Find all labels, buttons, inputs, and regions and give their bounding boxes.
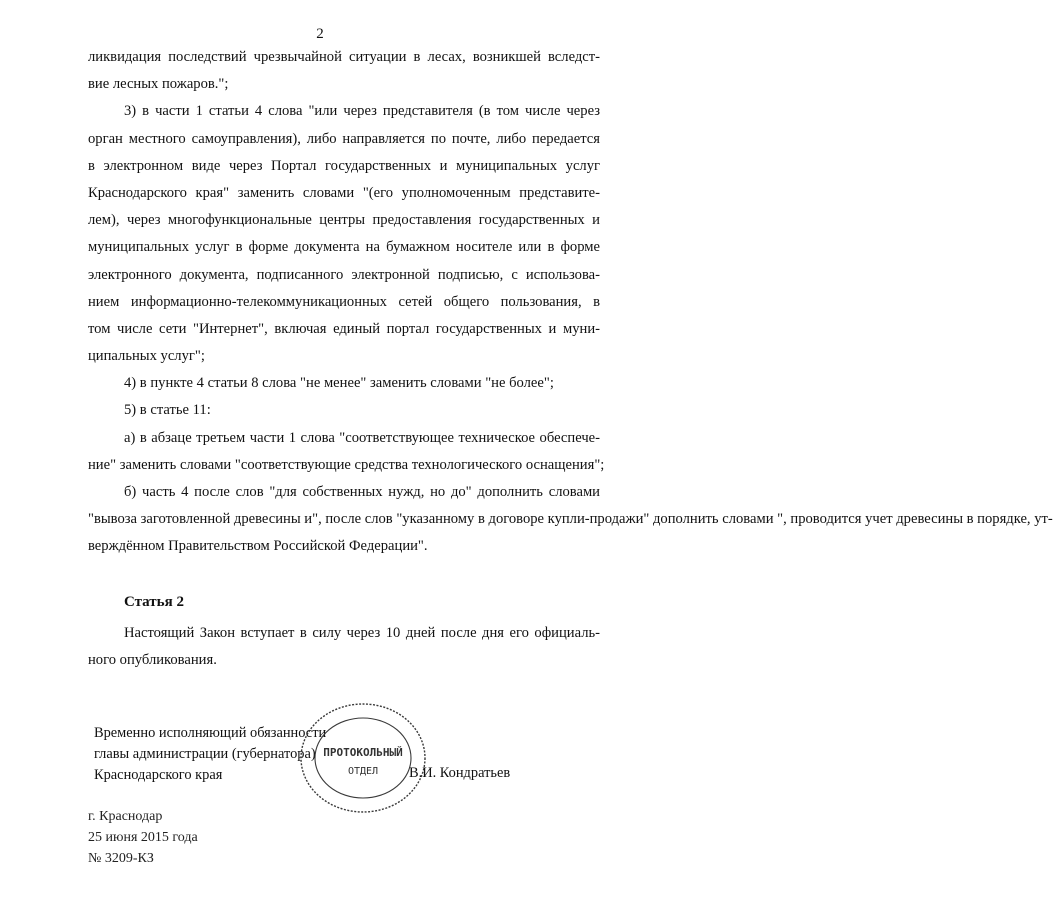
city: г. Краснодар: [88, 809, 163, 824]
place-date-number: [88, 806, 198, 869]
text-line: "вывоза заготовленной древесины и", после слов "указанному в договоре купли-продажи" дополнить словами ", проводится учет древесины в порядке, ут-: [88, 511, 1053, 528]
page-number: 2: [316, 26, 324, 42]
text-line: ние" заменить словами "соответствующие средства технологического оснащения";: [88, 456, 605, 473]
signer-name: В.И. Кондратьев: [409, 765, 511, 781]
text-line: муниципальных услуг в форме документа на бумажном носителе или в форме: [88, 239, 600, 256]
official-stamp: [298, 700, 428, 816]
signature-title-2: главы администрации (губернатора): [94, 746, 316, 762]
text-line: 4) в пункте 4 статьи 8 слова "не менее" заменить словами "не более";: [124, 375, 554, 392]
text-line: а) в абзаце третьем части 1 слова "соответствующее техническое обеспече-: [124, 429, 600, 446]
paragraph: [88, 479, 1053, 561]
paragraph: [88, 98, 600, 370]
paragraph: [88, 44, 600, 98]
text-line: ликвидация последствий чрезвычайной ситуации в лесах, возникшей вследст-: [88, 49, 600, 65]
text-line: вие лесных пожаров.";: [88, 76, 229, 93]
signature-title-1: Временно исполняющий обязанности: [94, 725, 327, 741]
signature-block: [94, 723, 326, 786]
text-line: том числе сети "Интернет", включая единый портал государственных и муни-: [88, 320, 600, 337]
text-line: верждённом Правительством Российской Федерации".: [88, 538, 428, 555]
text-line: нием информационно-телекоммуникационных сетей общего пользования, в: [88, 293, 600, 310]
stamp-text-2: ОТДЕЛ: [347, 766, 379, 777]
text-line: электронного документа, подписанного электронной подписью, с использова-: [88, 266, 600, 283]
law-line: Настоящий Закон вступает в силу через 10 дней после дня его официаль-: [124, 625, 600, 641]
date: 25 июня 2015 года: [88, 830, 198, 845]
text-line: б) часть 4 после слов "для собственных нужд, но до" дополнить словами: [124, 484, 600, 500]
law-paragraph: [88, 620, 600, 674]
paragraph: [88, 370, 600, 397]
text-line: ципальных услуг";: [88, 348, 205, 365]
text-line: лем), через многофункциональные центры предоставления государственных и: [88, 212, 600, 229]
text-line: 3) в части 1 статьи 4 слова "или через представителя (в том числе через: [124, 103, 600, 120]
text-line: в электронном виде через Портал государственных и муниципальных услуг: [88, 157, 600, 174]
text-line: Краснодарского края" заменить словами "(его уполномоченным представите-: [88, 184, 600, 201]
text-line: орган местного самоуправления), либо направляется по почте, либо передается: [88, 130, 600, 147]
article-heading: Статья 2: [124, 594, 184, 610]
paragraph: [88, 397, 600, 424]
paragraph: [88, 425, 605, 479]
signature-title-3: Краснодарского края: [94, 767, 223, 783]
law-line: ного опубликования.: [88, 652, 217, 669]
document-body: [88, 44, 1053, 561]
stamp-text-1: ПРОТОКОЛЬНЫЙ: [323, 746, 403, 759]
law-number: № 3209-КЗ: [88, 851, 154, 866]
text-line: 5) в статье 11:: [124, 402, 211, 419]
